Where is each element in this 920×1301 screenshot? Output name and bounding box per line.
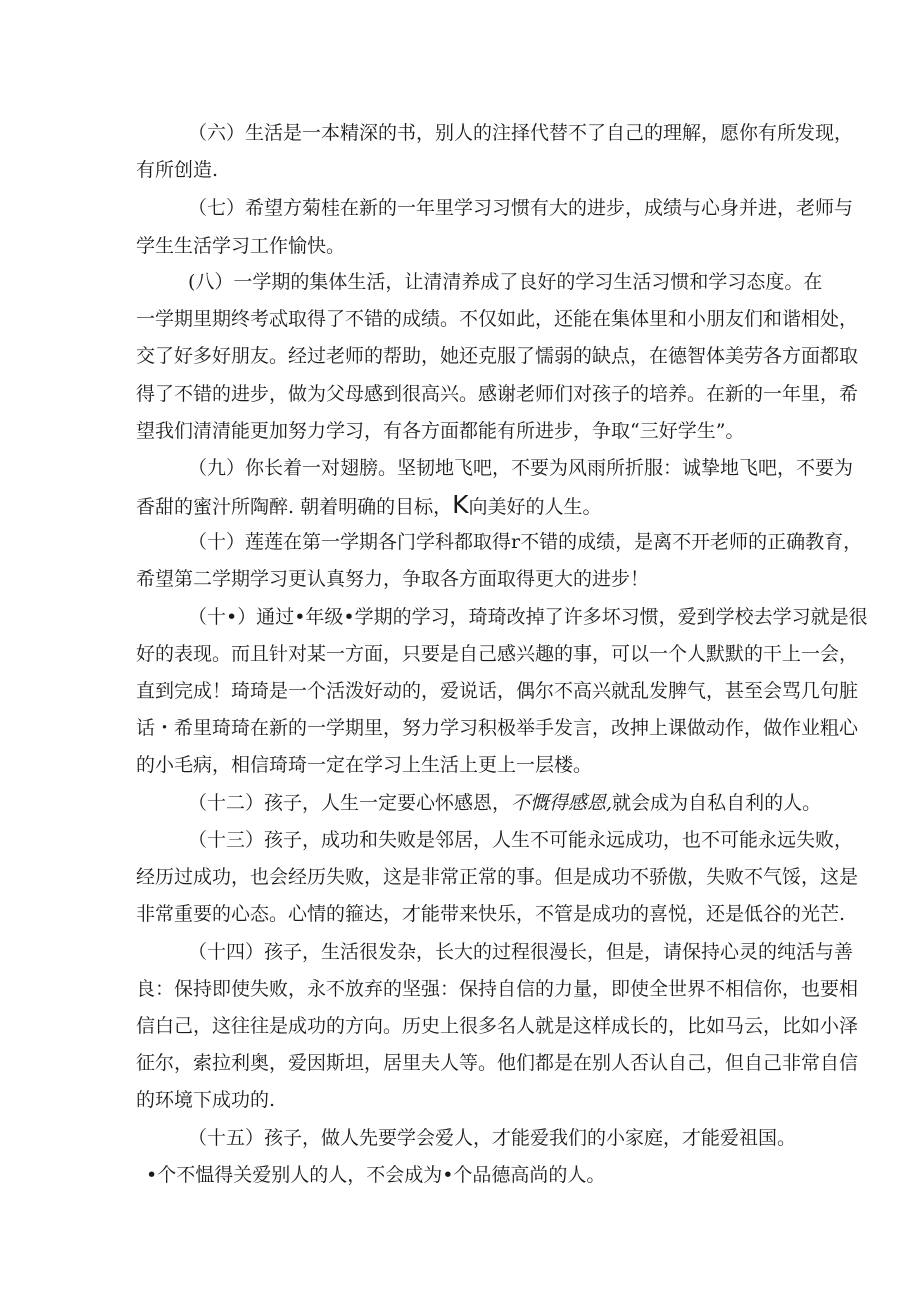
paragraph-14-line-1: （十四）孩子，生活很发杂，长大的过程很漫长，但是，请保持心灵的纯活与善: [188, 941, 854, 963]
paragraph-8-line-3: 交了好多好朋友。经过老师的帮助，她还克服了懦弱的缺点，在德智体美劳各方面都取: [136, 345, 859, 367]
paragraph-14-line-3: 信白己，这往往是成功的方向。历史上很多名人就是这样成长的，比如马云，比如小泽: [136, 1015, 859, 1037]
paragraph-8-line-4: 得了不错的进步，做为父母感到很高兴。感谢老师们对孩子的培养。在新的一年里，希: [136, 383, 859, 405]
paragraph-13-line-3: 非常重要的心态。心情的箍达，才能带来快乐，不管是成功的喜悦，还是低谷的光芒.: [136, 903, 846, 925]
paragraph-8-line-5: 望我们清清能更加努力学习，有各方面都能有所进步，争取“三好学生”。: [136, 420, 745, 442]
paragraph-11-line-1: （十•）通过•年级•学期的学习，琦琦改掉了许多坏习惯，爱到学校去学习就是很: [188, 606, 868, 628]
paragraph-14-line-4: 征尔，索拉利奥，爱因斯坦，居里夫人等。他们都是在别人否认自己，但自己非常自信: [136, 1052, 859, 1074]
paragraph-8-line-1: (八）一学期的集体生活，让清清养成了良好的学习生活习惯和学习态度。在: [188, 271, 823, 293]
paragraph-7-line-2: 学生生活学习工作愉快。: [136, 235, 346, 257]
paragraph-6-line-1: （六）生活是一本精深的书，别人的注择代替不了自己的理解，愿你有所发现，: [188, 122, 854, 144]
paragraph-7-line-1: （七）希望方菊桂在新的一年里学习习惯有大的进步，成绩与心身并进，老师与: [188, 197, 854, 219]
paragraph-13-line-1: （十三）孩子，成功和失败是邻居，人生不可能永远成功，也不可能永远失败，: [188, 829, 854, 851]
paragraph-10-line-1: （十）莲莲在第一学期各门学科都取得r不错的成绩，是离不开老师的正确教育，: [188, 531, 863, 553]
paragraph-10-line-2: 希望第二学期学习更认真努力，争取各方面取得更大的进步！: [136, 568, 650, 590]
paragraph-12-text-b: 就会成为自私自利的人。: [612, 792, 822, 814]
paragraph-11-line-2: 好的表现。而且针对某一方面，只要是自己感兴趣的事，可以一个人默默的干上一会，: [136, 643, 859, 665]
paragraph-9-glyph-k: K: [452, 491, 469, 519]
paragraph-9-line-1: （九）你长着一对翅膀。坚韧地飞吧，不要为风雨所折服：诚挚地飞吧，不要为: [188, 457, 854, 479]
paragraph-9-line-2: [0, 491, 920, 519]
paragraph-11-line-5: 的小毛病，相信琦琦一定在学习上生活上更上一层楼。: [136, 754, 593, 776]
paragraph-12-line-1: [0, 789, 920, 817]
paragraph-8-line-2: 一学期里期终考忒取得了不错的成绩。不仅如此，还能在集体里和小朋友们和谐相处，: [136, 308, 859, 330]
paragraph-13-line-2: 经历过成功，也会经历失败，这是非常正常的事。但是成功不骄傲，失败不气馁，这是: [136, 866, 859, 888]
paragraph-11-line-3: 直到完成！琦琦是一个活泼好动的，爱说话，偶尔不高兴就乱发脾气，甚至会骂几句脏: [136, 680, 859, 702]
paragraph-9-line-2-text-b: 向美好的人生。: [468, 496, 602, 518]
paragraph-14-line-5: 的环境下成功的.: [136, 1089, 276, 1111]
paragraph-15-line-2: •个不愠得关爱别人的人，不会成为•个品德高尚的人。: [146, 1164, 606, 1186]
paragraph-15-line-1: （十五）孩子，做人先要学会爱人，才能爱我们的小家庭，才能爱祖国。: [188, 1127, 797, 1149]
paragraph-6-line-2: 有所创造.: [136, 159, 219, 181]
paragraph-9-line-2-text-a: 香甜的蜜汁所陶醉. 朝着明确的目标，: [136, 496, 453, 518]
paragraph-12-text-italic: 不慨得感恩,: [511, 792, 613, 814]
paragraph-11-line-4: 话・希里琦琦在新的一学期里，努力学习积极举手发言，改抻上课做动作，做作业粗心: [136, 717, 859, 739]
paragraph-14-line-2: 良：保持即使失败，永不放弃的坚强：保持自信的力量，即使全世界不相信你，也要相: [136, 978, 859, 1000]
paragraph-12-text-a: （十二）孩子，人生一定要心怀感恩，: [188, 792, 512, 814]
